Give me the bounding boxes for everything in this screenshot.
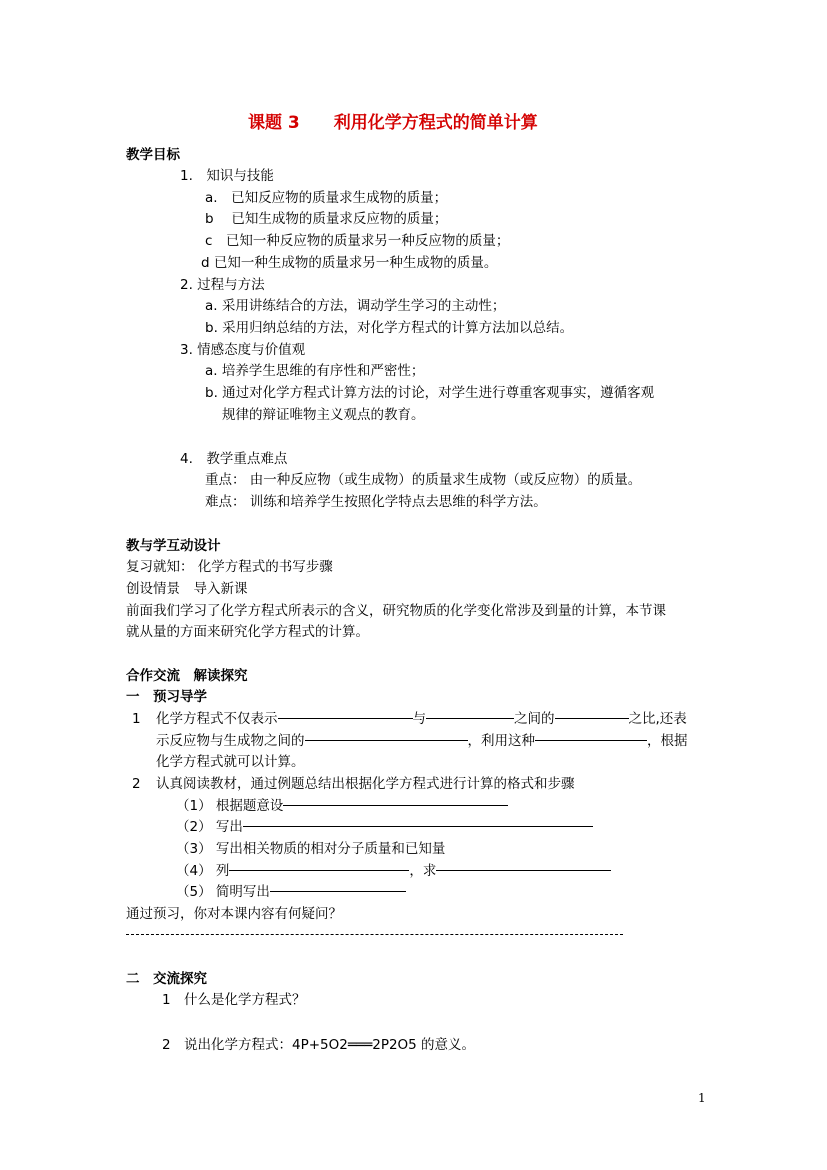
goal-3-item-b-line2: 规律的辩证唯物主义观点的教育。	[222, 407, 425, 423]
key-point: 重点： 由一种反应物（或生成物）的质量求生成物（或反应物）的质量。	[205, 472, 642, 488]
q1-text-g: ，根据	[647, 733, 688, 749]
q1-text-f: ，利用这种	[467, 733, 535, 749]
answer-line	[126, 934, 623, 935]
preview-heading: 一 预习导学	[126, 689, 207, 705]
blank	[270, 891, 406, 892]
goal-3-item-b-line1: b. 通过对化学方程式计算方法的讨论，对学生进行尊重客观事实，遵循客观	[205, 385, 655, 401]
step-4	[176, 862, 611, 880]
scenario-line: 创设情景 导入新课	[126, 581, 248, 597]
goal-3-heading: 3. 情感态度与价值观	[180, 342, 306, 358]
step-4-label: （4） 列	[176, 863, 230, 879]
q1-line-2	[156, 732, 688, 750]
coop-heading: 合作交流 解读探究	[126, 668, 248, 684]
step-5	[176, 883, 406, 901]
lesson-title: 课题 3 利用化学方程式的简单计算	[248, 113, 538, 133]
blank	[426, 718, 514, 719]
q2-text: 认真阅读教材，通过例题总结出根据化学方程式进行计算的格式和步骤	[156, 776, 575, 792]
goal-2-item-a: a. 采用讲练结合的方法，调动学生学习的主动性；	[205, 298, 506, 314]
review-line: 复习就知： 化学方程式的书写步骤	[126, 559, 333, 575]
intro-line-1: 前面我们学习了化学方程式所表示的含义，研究物质的化学变化常涉及到量的计算，本节课	[126, 603, 666, 619]
goal-2-item-b: b. 采用归纳总结的方法，对化学方程式的计算方法加以总结。	[205, 320, 574, 336]
q1-text-e: 示反应物与生成物之间的	[156, 733, 305, 749]
goal-1-heading: 1. 知识与技能	[180, 168, 274, 184]
preview-question: 通过预习，你对本课内容有何疑问？	[126, 906, 342, 922]
q1-line-3: 化学方程式就可以计算。	[156, 754, 305, 770]
blank	[229, 870, 409, 871]
d2-number: 2	[162, 1037, 171, 1053]
design-heading: 教与学互动设计	[126, 538, 221, 554]
step-2-label: （2） 写出	[176, 819, 243, 835]
discuss-heading: 二 交流探究	[126, 971, 207, 987]
goal-1-item-b: b 已知生成物的质量求反应物的质量；	[205, 211, 448, 227]
step-3: （3） 写出相关物质的相对分子质量和已知量	[176, 841, 446, 857]
difficulty: 难点： 训练和培养学生按照化学特点去思维的科学方法。	[205, 494, 547, 510]
d1-number: 1	[162, 992, 171, 1008]
q1-text-d: 之比,还表	[628, 711, 687, 727]
step-1-label: （1） 根据题意设	[176, 798, 284, 814]
blank	[535, 740, 647, 741]
blank	[305, 740, 468, 741]
page-number: 1	[698, 1091, 706, 1105]
q1-number: 1	[132, 711, 141, 727]
goal-1-item-a: a. 已知反应物的质量求生成物的质量；	[205, 190, 448, 206]
d1-text: 什么是化学方程式？	[184, 992, 306, 1008]
q1-line-1	[156, 710, 687, 728]
step-5-label: （5） 简明写出	[176, 884, 270, 900]
step-1	[176, 797, 508, 815]
q1-text-a: 化学方程式不仅表示	[156, 711, 278, 727]
goal-3-item-a: a. 培养学生思维的有序性和严密性；	[205, 363, 425, 379]
blank	[436, 870, 611, 871]
blank	[283, 805, 508, 806]
blank	[243, 826, 593, 827]
goal-4-heading: 4. 教学重点难点	[180, 451, 288, 467]
step-4-text-b: ，求	[409, 863, 437, 879]
q1-text-b: 与	[412, 711, 426, 727]
goal-1-item-c: c 已知一种反应物的质量求另一种反应物的质量；	[205, 233, 510, 249]
blank	[555, 718, 629, 719]
goal-2-heading: 2. 过程与方法	[180, 277, 265, 293]
goals-heading: 教学目标	[126, 147, 180, 163]
q1-text-c: 之间的	[514, 711, 555, 727]
step-2	[176, 818, 593, 836]
intro-line-2: 就从量的方面来研究化学方程式的计算。	[126, 624, 369, 640]
blank	[278, 718, 413, 719]
d2-text: 说出化学方程式：4P+5O2═══2P2O5 的意义。	[184, 1037, 476, 1053]
goal-1-item-d: d 已知一种生成物的质量求另一种生成物的质量。	[201, 255, 498, 271]
q2-number: 2	[132, 776, 141, 792]
